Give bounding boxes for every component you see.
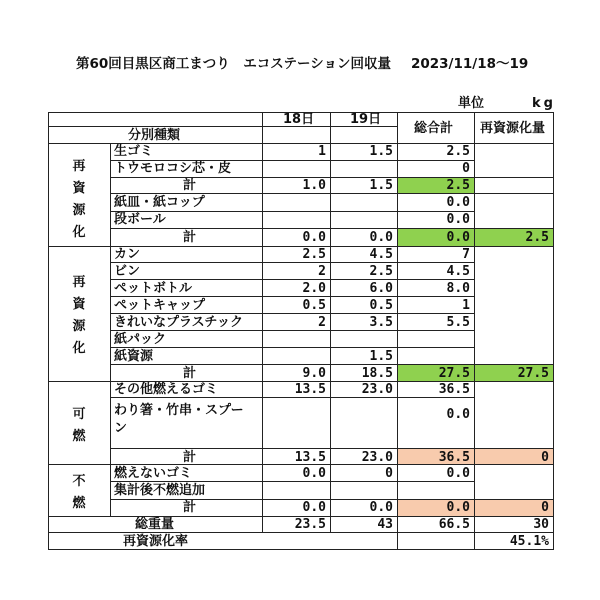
- cell-day1: 0.0: [302, 466, 326, 481]
- group-label-recycle-1: 再 資 源 化: [72, 159, 86, 240]
- subtotal-label: 計: [183, 178, 197, 193]
- cell-recycle: 27.5: [517, 366, 549, 381]
- row-label-continued: ン: [114, 421, 128, 436]
- row-label: 紙資源: [114, 349, 154, 364]
- recycle-rate-label: 再資源化率: [123, 534, 189, 549]
- grand-total-recycle: 30: [533, 517, 549, 532]
- subtotal-label: 計: [183, 366, 197, 381]
- cell-day1: 0.0: [302, 230, 326, 245]
- cell-total: 8.0: [446, 281, 470, 296]
- row-label: 紙皿・紙コップ: [114, 195, 205, 210]
- header-day2: 19日: [350, 112, 382, 127]
- cell-day2: 0.0: [369, 500, 393, 515]
- cell-day1: 13.5: [294, 382, 326, 397]
- unit-value: kg: [532, 96, 556, 111]
- group-label-noncombustible: 不 燃: [72, 474, 86, 511]
- cell-total: 2.5: [446, 178, 470, 193]
- header-recycle-amount: 再資源化量: [480, 121, 546, 136]
- row-label: カン: [114, 247, 141, 262]
- cell-day1: 1: [318, 144, 326, 159]
- cell-total: 36.5: [438, 382, 470, 397]
- cell-total: 0: [462, 161, 470, 176]
- cell-day2: 23.0: [361, 450, 393, 465]
- cell-day1: 2.5: [302, 247, 326, 262]
- cell-total: 0.0: [446, 195, 470, 210]
- cell-day2: 6.0: [369, 281, 393, 296]
- grand-total-total: 66.5: [438, 517, 470, 532]
- cell-total: 27.5: [438, 366, 470, 381]
- cell-total: 36.5: [438, 450, 470, 465]
- header-category: 分別種類: [128, 128, 181, 143]
- cell-recycle: 0: [541, 450, 549, 465]
- cell-day2: 1.5: [369, 349, 393, 364]
- row-label: きれいなプラスチック: [114, 315, 243, 330]
- cell-recycle: 2.5: [525, 230, 549, 245]
- cell-day1: 2: [318, 264, 326, 279]
- cell-recycle: 0: [541, 500, 549, 515]
- row-label: ペットボトル: [114, 281, 193, 296]
- header-total: 総合計: [414, 121, 454, 136]
- row-label: ビン: [114, 264, 141, 279]
- row-label: ペットキャップ: [114, 298, 206, 313]
- unit-text: 単位: [458, 96, 485, 111]
- title-dates: 2023/11/18～19: [410, 56, 529, 72]
- row-label: 生ゴミ: [114, 144, 154, 159]
- cell-total: 0.0: [446, 230, 470, 245]
- cell-day1: 13.5: [294, 450, 326, 465]
- row-label: トウモロコシ芯・皮: [114, 161, 232, 176]
- cell-total: 4.5: [446, 264, 470, 279]
- cell-day1: 2.0: [302, 281, 326, 296]
- cell-total: 0.0: [446, 466, 470, 481]
- row-label: 段ボール: [114, 212, 166, 227]
- cell-day1: 2: [318, 315, 326, 330]
- cell-day1: 0.5: [302, 298, 326, 313]
- cell-day2: 18.5: [361, 366, 393, 381]
- group-label-recycle-2: 再 資 源 化: [72, 275, 86, 356]
- grand-total-day2: 43: [377, 517, 393, 532]
- group-label-combustible: 可 燃: [72, 407, 86, 444]
- cell-day2: 3.5: [369, 315, 393, 330]
- grand-total-day1: 23.5: [294, 517, 326, 532]
- row-label: 紙パック: [114, 332, 167, 347]
- cell-day2: 1.5: [369, 178, 393, 193]
- cell-day2: 0.0: [369, 230, 393, 245]
- grand-total-label: 総重量: [135, 517, 175, 532]
- subtotal-label: 計: [183, 500, 197, 515]
- cell-day2: 2.5: [369, 264, 393, 279]
- cell-day2: 4.5: [369, 247, 393, 262]
- title-main: 第60回目黒区商工まつり エコステーション回収量: [76, 56, 391, 72]
- row-label: その他燃えるゴミ: [114, 382, 219, 397]
- subtotal-label: 計: [183, 230, 197, 245]
- cell-total: 2.5: [446, 144, 470, 159]
- row-label: 燃えないゴミ: [114, 466, 193, 481]
- subtotal-label: 計: [183, 450, 197, 465]
- cell-day1: 1.0: [302, 178, 326, 193]
- recycle-rate-value: 45.1%: [509, 534, 549, 549]
- cell-day2: 0.5: [369, 298, 393, 313]
- cell-total: 0.0: [446, 212, 470, 227]
- cell-total: 0.0: [446, 407, 470, 422]
- cell-total: 5.5: [446, 315, 470, 330]
- header-day1: 18日: [283, 112, 315, 127]
- row-label: わり箸・竹串・スプー: [114, 403, 244, 418]
- cell-total: 0.0: [446, 500, 470, 515]
- cell-day1: 9.0: [302, 366, 326, 381]
- cell-day1: 0.0: [302, 500, 326, 515]
- cell-day2: 0: [385, 466, 393, 481]
- cell-day2: 1.5: [369, 144, 393, 159]
- cell-total: 7: [462, 247, 470, 262]
- row-label: 集計後不燃追加: [114, 483, 206, 498]
- cell-day2: 23.0: [361, 382, 393, 397]
- cell-total: 1: [462, 298, 470, 313]
